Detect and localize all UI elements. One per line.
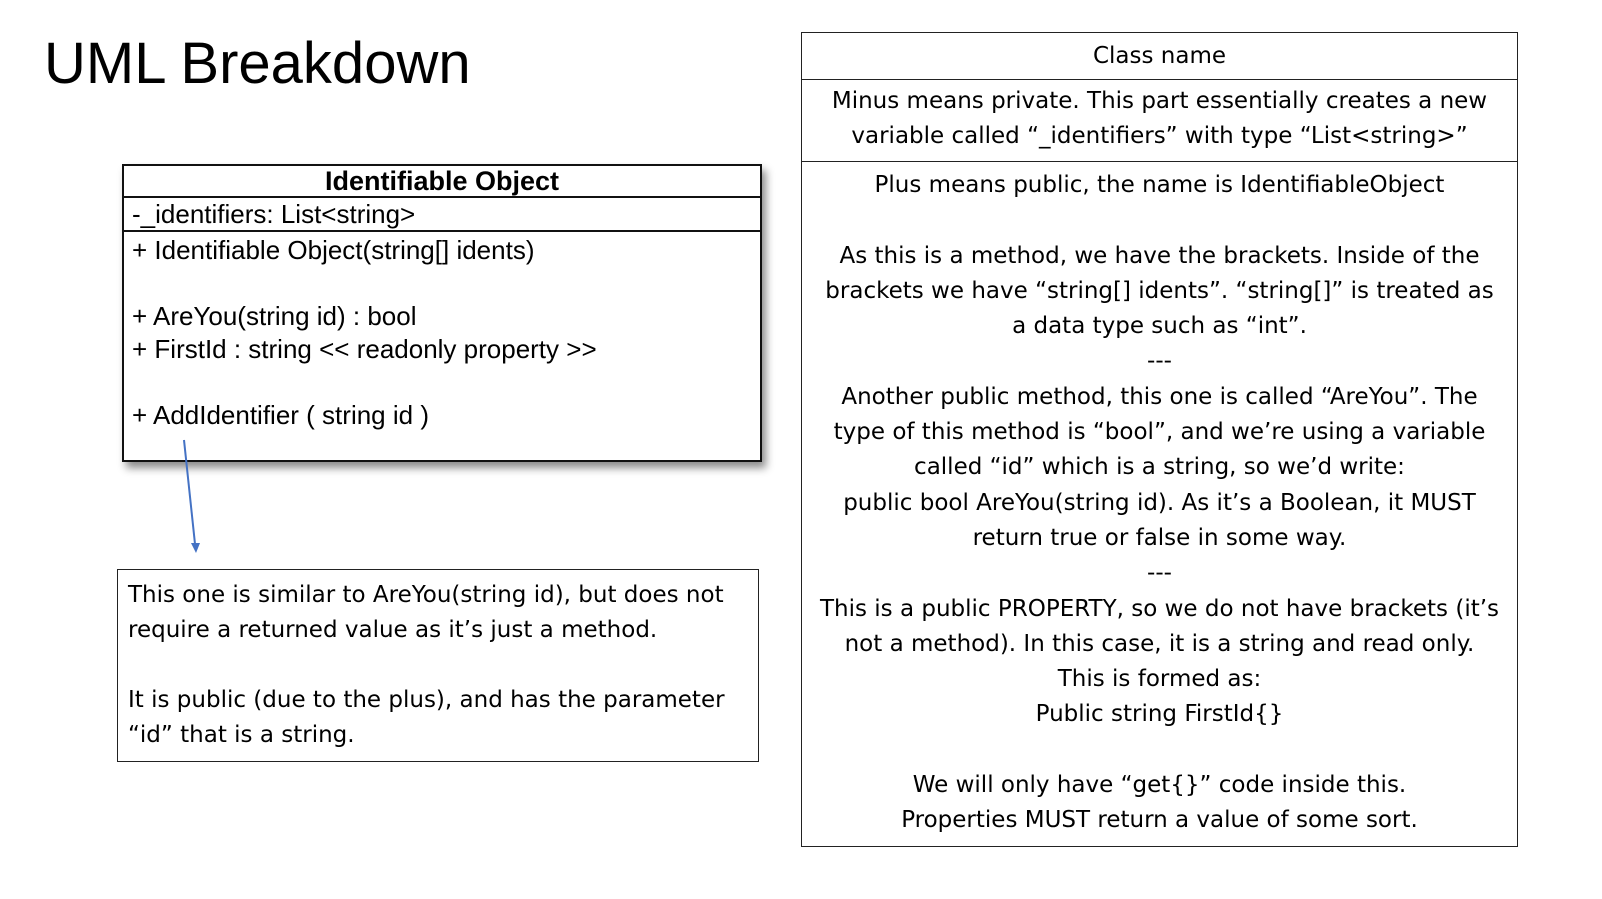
table-line: type of this method is “bool”, and we’re using a variable — [833, 419, 1486, 446]
arrow-line — [184, 440, 195, 544]
uml-method-constructor: + Identifiable Object(string[] idents) — [132, 235, 535, 265]
table-line: We will only have “get{}” code inside this. — [912, 772, 1407, 799]
uml-method-areyou: + AreYou(string id) : bool — [132, 301, 417, 331]
note-line: This one is similar to AreYou(string id), but does not — [128, 582, 724, 608]
note-line: It is public (due to the plus), and has the parameter — [128, 687, 725, 713]
uml-property-firstid: + FirstId : string << readonly property >> — [132, 334, 597, 364]
note-line: “id” that is a string. — [128, 722, 355, 748]
explanation-table — [801, 32, 1518, 847]
table-row-class-name: Class name — [802, 33, 1517, 80]
table-line: This is formed as: — [1057, 666, 1262, 693]
table-line: not a method). In this case, it is a string and read only. — [844, 630, 1475, 657]
table-line: public bool AreYou(string id). As it’s a Boolean, it MUST — [843, 489, 1476, 516]
table-line: brackets we have “string[] idents”. “string[]” is treated as — [825, 277, 1494, 304]
note-spacer — [128, 648, 748, 683]
table-line: Another public method, this one is called “AreYou”. The — [841, 383, 1478, 410]
note-line: require a returned value as it’s just a method. — [128, 617, 658, 643]
table-separator: --- — [1147, 348, 1172, 375]
table-spacer — [802, 203, 1517, 238]
table-separator: --- — [1147, 560, 1172, 587]
table-line: variable called “_identifiers” with type “List<string>” — [851, 123, 1468, 149]
table-line: Public string FirstId{} — [1035, 701, 1284, 728]
page-title: UML Breakdown — [44, 31, 471, 96]
addidentifier-note — [117, 569, 759, 762]
uml-method-addidentifier: + AddIdentifier ( string id ) — [132, 400, 429, 430]
arrow-head — [191, 543, 200, 553]
table-spacer — [802, 733, 1517, 768]
table-line: Minus means private. This part essentially creates a new — [831, 88, 1488, 114]
table-line: called “id” which is a string, so we’d write: — [914, 454, 1405, 481]
table-row-attributes — [802, 80, 1517, 162]
table-row-methods — [802, 162, 1517, 839]
uml-class-name: Identifiable Object — [124, 166, 760, 198]
uml-attribute: -_identifiers: List<string> — [124, 198, 760, 232]
table-line: As this is a method, we have the brackets. Inside of the — [839, 242, 1480, 269]
table-line: return true or false in some way. — [972, 524, 1347, 551]
table-line: Plus means public, the name is IdentifiableObject — [874, 172, 1445, 198]
table-line: a data type such as “int”. — [1012, 313, 1307, 340]
table-line: This is a public PROPERTY, so we do not have brackets (it’s — [819, 595, 1500, 622]
table-line: Properties MUST return a value of some sort. — [901, 807, 1418, 834]
